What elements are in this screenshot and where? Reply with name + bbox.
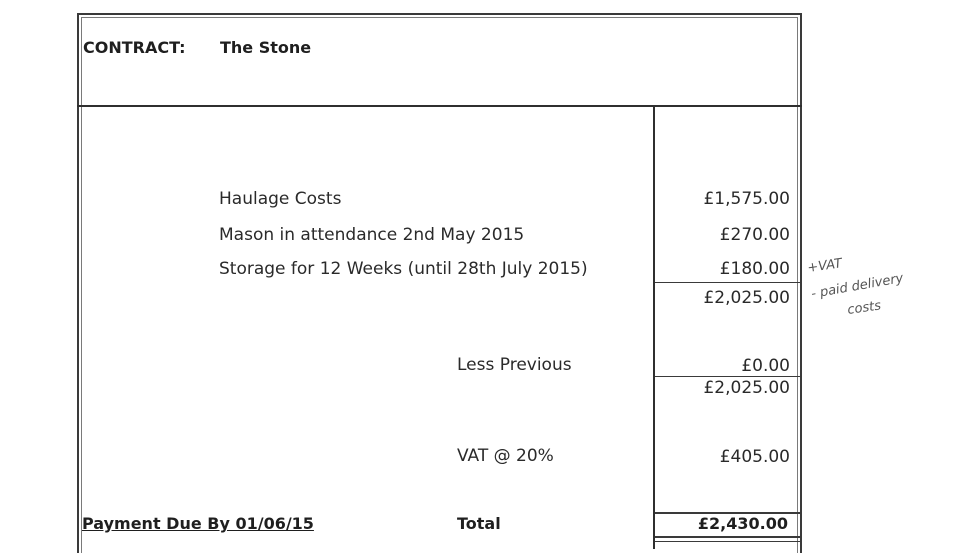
subtotal-amount: £2,025.00 bbox=[703, 288, 790, 308]
handwritten-line-3: costs bbox=[846, 298, 882, 318]
subtotal2-rule bbox=[655, 376, 801, 377]
item-label-haulage: Haulage Costs bbox=[219, 189, 342, 209]
payment-due: Payment Due By 01/06/15 bbox=[82, 514, 314, 533]
total-bottom-rule bbox=[655, 536, 801, 538]
contract-name: The Stone bbox=[220, 38, 312, 57]
item-label-storage: Storage for 12 Weeks (until 28th July 2015) bbox=[219, 259, 588, 279]
less-previous-label: Less Previous bbox=[457, 355, 572, 375]
total-amount: £2,430.00 bbox=[697, 514, 788, 533]
contract-label: CONTRACT: bbox=[83, 38, 186, 57]
vat-amount: £405.00 bbox=[719, 447, 790, 467]
item-amount-mason: £270.00 bbox=[719, 225, 790, 245]
less-previous-amount: £0.00 bbox=[741, 356, 790, 376]
handwritten-note bbox=[800, 256, 960, 326]
total-double-rule bbox=[655, 541, 801, 542]
invoice-frame bbox=[77, 13, 802, 553]
handwritten-line-2: - paid delivery bbox=[810, 270, 905, 302]
handwritten-line-1: +VAT bbox=[806, 256, 844, 276]
vat-label: VAT @ 20% bbox=[457, 446, 554, 466]
item-amount-storage: £180.00 bbox=[719, 259, 790, 279]
subtotal2-amount: £2,025.00 bbox=[703, 378, 790, 398]
item-amount-haulage: £1,575.00 bbox=[703, 189, 790, 209]
subtotal-rule bbox=[655, 282, 801, 283]
total-label: Total bbox=[457, 514, 501, 533]
item-label-mason: Mason in attendance 2nd May 2015 bbox=[219, 225, 525, 245]
amount-column-divider bbox=[653, 105, 655, 549]
header-divider bbox=[77, 105, 802, 107]
